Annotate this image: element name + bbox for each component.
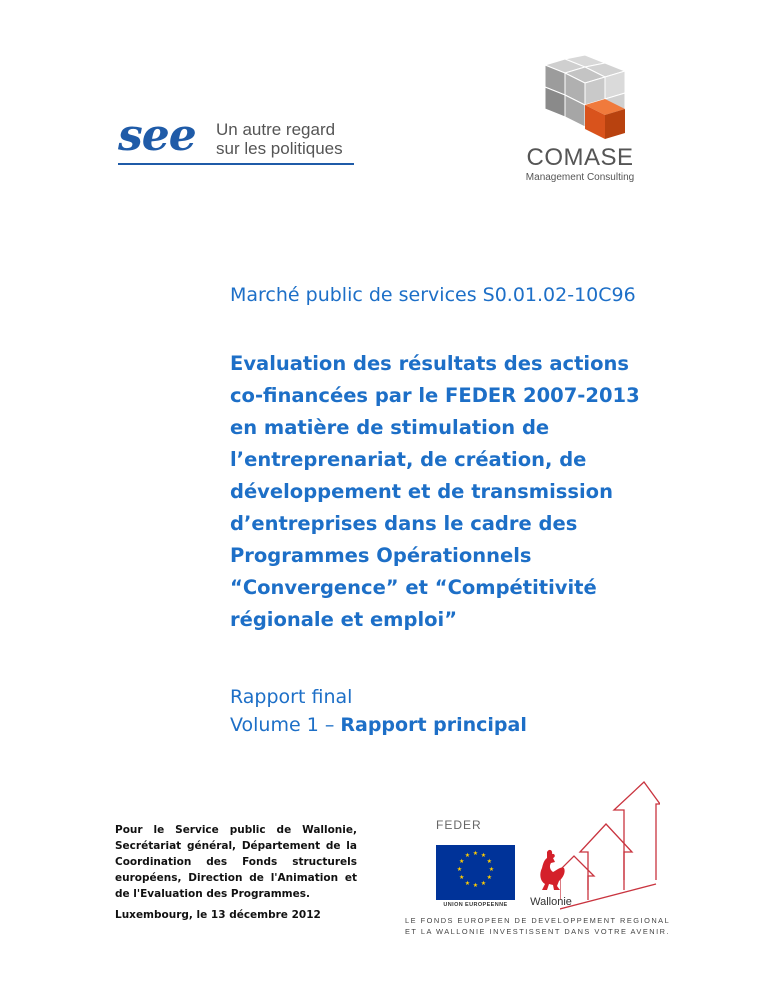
title-line: régionale et emploi” [230,608,458,631]
place-date: Luxembourg, le 13 décembre 2012 [115,909,321,921]
comase-cubes-icon [515,55,645,145]
client-statement: Pour le Service public de Wallonie, Secrétariat général, Département de la Coordination des Fonds structurels européens, Direction de l'Animation et de l'Evaluation des Programmes. [115,824,357,900]
svg-text:★: ★ [464,880,471,887]
title-line: en matière de stimulation de [230,416,550,439]
title-line: co-financées par le FEDER 2007-2013 [230,384,640,407]
svg-text:★: ★ [488,867,495,873]
see-logo-rule [118,163,354,165]
see-logo-mark: see [118,110,196,161]
svg-text:★: ★ [472,851,479,857]
feder-block [405,780,675,940]
svg-text:★: ★ [480,880,487,887]
comase-logo [515,55,645,185]
svg-text:★: ★ [472,883,479,889]
eu-flag-icon [436,845,515,900]
title-line: “Convergence” et “Compétitivité [230,576,597,599]
see-tagline-line2: sur les politiques [216,139,343,158]
svg-text:★: ★ [459,875,465,881]
svg-text:★: ★ [486,859,492,865]
title-line: développement et de transmission [230,480,613,503]
wallonie-label: Wallonie [530,896,572,908]
feder-slogan-line1: LE FONDS EUROPEEN DE DEVELOPPEMENT REGIONAL [405,916,671,925]
svg-text:★: ★ [464,853,471,860]
volume-title: Rapport principal [340,714,527,736]
feder-slogan-line2: ET LA WALLONIE INVESTISSENT DANS VOTRE AVENIR. [405,927,671,936]
eu-label: UNION EUROPEENNE [443,902,508,908]
title-line: d’entreprises dans le cadre des [230,512,578,535]
title-line: l’entreprenariat, de création, de [230,448,587,471]
svg-text:★: ★ [486,875,492,881]
see-logo [118,112,358,168]
svg-text:★: ★ [480,853,487,860]
volume-prefix: Volume 1 – [230,714,341,736]
title-line: Programmes Opérationnels [230,544,532,567]
title-line: Evaluation des résultats des actions [230,352,629,375]
document-title [230,348,670,636]
report-type: Rapport final [230,686,353,708]
report-info [230,683,527,739]
report-volume [230,711,527,739]
svg-text:★: ★ [459,859,465,865]
comase-subtitle: Management Consulting [525,172,635,183]
svg-text:★: ★ [456,867,463,873]
comase-name: COMASE [526,144,634,171]
feder-label: FEDER [436,818,482,832]
market-reference: Marché public de services S0.01.02-10C96 [230,284,636,306]
wallonie-rooster-icon [533,848,567,892]
see-tagline-line1: Un autre regard [216,120,336,139]
